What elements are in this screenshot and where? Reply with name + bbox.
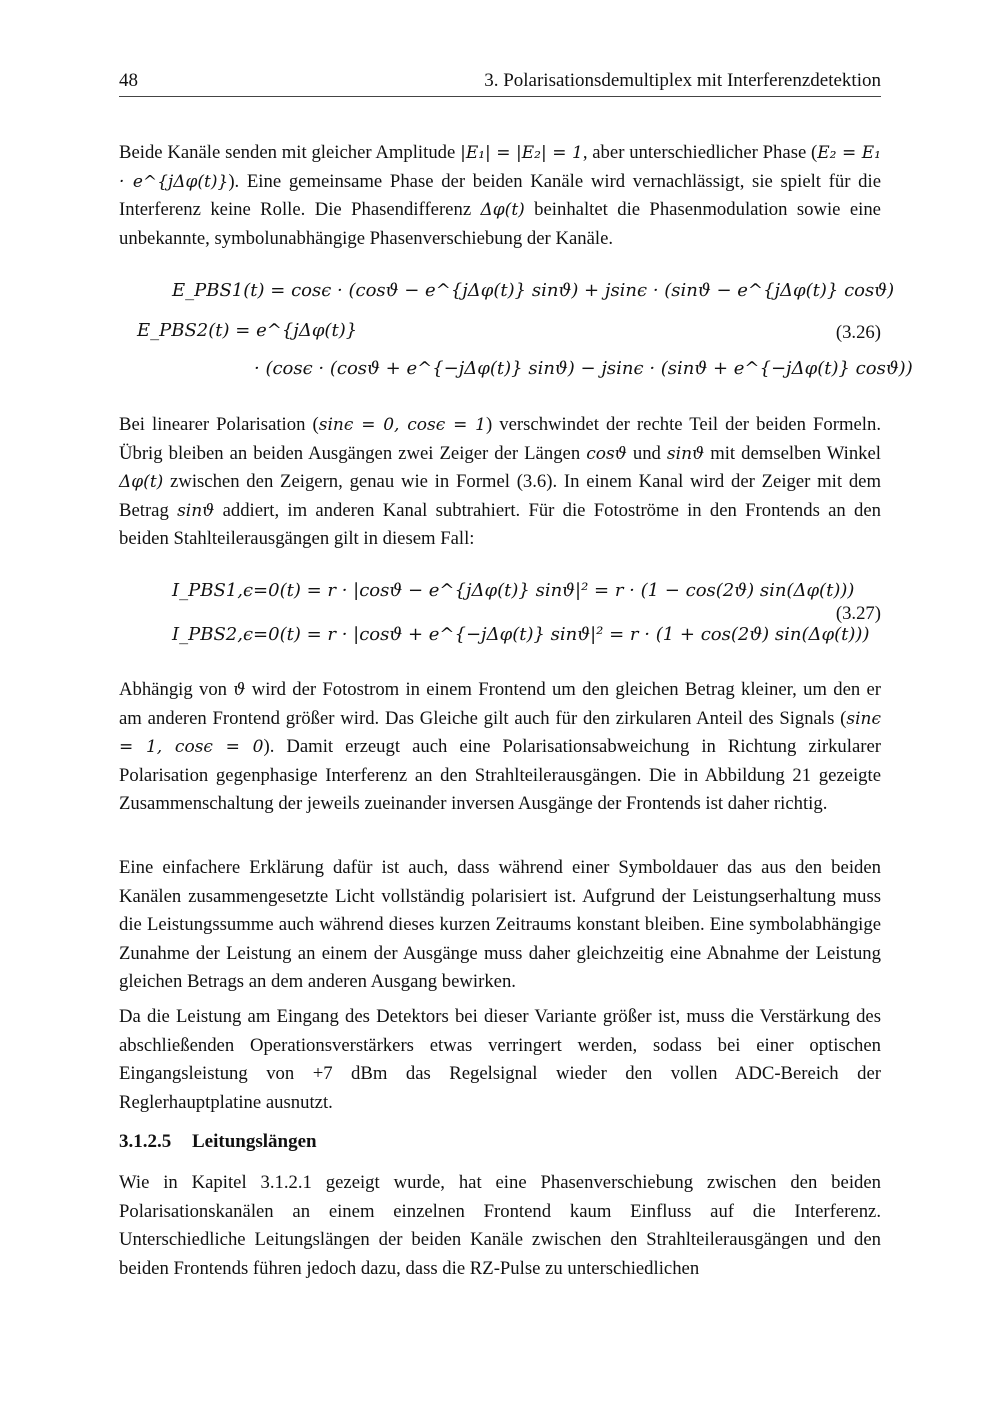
- paragraph-simple-explanation: Eine einfachere Erklärung dafür ist auch, dass während einer Symboldauer das aus den beiden Kanälen zusammengesetzte Licht vollständig polarisiert ist. Aufgrund der Leistungserhaltung muss die Leistungssumme auch während dieses kurzen Zeitraums konstant bleiben. Eine symbolabhängige Zunahme der Leistung an einem der Ausgänge muss daher gleichzeitig eine Abnahme der Leistung gleichen Betrags an dem anderen Ausgang bewirken.: [119, 857, 881, 992]
- equation-3-26-line-3: · (cosϵ · (cosϑ + e^{−jΔφ(t)} sinϑ) − jsinϵ · (sinϑ + e^{−jΔφ(t)} cosϑ)): [254, 358, 913, 379]
- equation-3-27-line-1: I_PBS1,ϵ=0(t) = r · |cosϑ − e^{jΔφ(t)} sinϑ|² = r · (1 − cos(2ϑ) sin(Δφ(t))): [172, 580, 855, 601]
- text-run: ). Damit erzeugt auch eine Polarisationsabweichung in Richtung zirkularer Polarisation gegenphasige Interferenz an den Strahlteilerausgängen. Die in Abbildung 21 gezeigte Zusammenschaltung der jeweils zueinander inversen Ausgänge der Frontends ist daher richtig.: [119, 736, 881, 814]
- text-run: zwischen den Zeigern, genau wie in Formel (3.6). In einem Kanal wird der Zeiger mit dem Betrag: [119, 471, 881, 521]
- text-run: wird der Fotostrom in einem Frontend um den gleichen Betrag kleiner, um den er am anderen Frontend größer wird. Das Gleiche gilt auch für den zirkularen Anteil des Signals (: [119, 679, 881, 729]
- paragraph-cable-lengths: Wie in Kapitel 3.1.2.1 gezeigt wurde, hat eine Phasenverschiebung zwischen den beiden Polarisationskanälen an einem einzelnen Frontend kaum Einfluss auf die Interferenz. Unterschiedliche Leitungslängen der beiden Kanäle zwischen den Strahlteilerausgängen und den beiden Frontends führen jedoch dazu, dass die RZ-Pulse zu unterschiedlichen: [119, 1172, 881, 1279]
- text-run: und: [626, 442, 667, 464]
- inline-math: sinϑ: [177, 500, 215, 521]
- paragraph-photocurrent: [119, 676, 881, 819]
- text-run: Beide Kanäle senden mit gleicher Amplitude: [119, 142, 461, 163]
- inline-math: ϑ: [233, 680, 246, 700]
- paragraph-amplitude-phase: [119, 139, 881, 253]
- text-run: Abhängig von: [119, 679, 234, 700]
- text-run: ) verschwindet der rechte Teil der beiden Formeln. Übrig bleiben an beiden Ausgängen zwei Zeiger der Längen: [119, 414, 881, 464]
- paragraph-linear-polarisation: [119, 411, 881, 554]
- page-number: 48: [119, 70, 138, 91]
- chapter-title: 3. Polarisationsdemultiplex mit Interferenzdetektion: [484, 70, 881, 91]
- running-header: [119, 70, 881, 97]
- equation-3-26-line-2: E_PBS2(t) = e^{jΔφ(t)}: [137, 320, 358, 341]
- text-run: beinhaltet die Phasenmodulation sowie eine unbekannte, symbolunabhängige Phasenverschiebung der Kanäle.: [119, 199, 881, 249]
- inline-math: E₂ = E₁ · e^{jΔφ(t)}: [119, 143, 881, 192]
- text-run: Bei linearer Polarisation (: [119, 414, 319, 435]
- equation-3-27-line-2: I_PBS2,ϵ=0(t) = r · |cosϑ + e^{−jΔφ(t)} sinϑ|² = r · (1 + cos(2ϑ) sin(Δφ(t))): [172, 624, 870, 645]
- section-title: Leitungslängen: [192, 1131, 317, 1152]
- text-run: ). Eine gemeinsame Phase der beiden Kanäle wird vernachlässigt, sie spielt für die Interferenz keine Rolle. Die Phasendifferenz: [119, 170, 881, 220]
- equation-3-26-line-1: E_PBS1(t) = cosϵ · (cosϑ − e^{jΔφ(t)} sinϑ) + jsinϵ · (sinϑ − e^{jΔφ(t)} cosϑ): [172, 280, 895, 301]
- text-run: mit demselben Winkel: [704, 442, 881, 464]
- inline-math: Δφ(t): [119, 472, 164, 492]
- inline-math: Δφ(t): [480, 200, 525, 220]
- inline-math: cosϑ: [586, 443, 627, 464]
- paragraph-amplifier-gain: Da die Leistung am Eingang des Detektors bei dieser Variante größer ist, muss die Verstärkung des abschließenden Operationsverstärkers etwas verringert werden, sodass bei einer optischen Eingangsleistung von +7 dBm das Regelsignal wieder den vollen ADC-Bereich der Reglerhauptplatine ausnutzt.: [119, 1006, 881, 1113]
- section-heading: [119, 1131, 317, 1153]
- text-run: , aber unterschiedlicher Phase (: [582, 142, 818, 163]
- inline-math: sinϵ = 1, cosϵ = 0: [119, 708, 881, 757]
- equation-number: (3.27): [835, 603, 881, 624]
- section-number: 3.1.2.5: [119, 1131, 172, 1152]
- inline-math: sinϵ = 0, cosϵ = 1: [318, 415, 486, 435]
- text-run: addiert, im anderen Kanal subtrahiert. Für die Fotoströme in den Frontends an den beiden Stahlteilerausgängen gilt in diesem Fall:: [119, 499, 881, 549]
- inline-math: |E₁| = |E₂| = 1: [460, 143, 583, 163]
- inline-math: sinϑ: [666, 443, 705, 464]
- equation-number: (3.26): [835, 322, 881, 343]
